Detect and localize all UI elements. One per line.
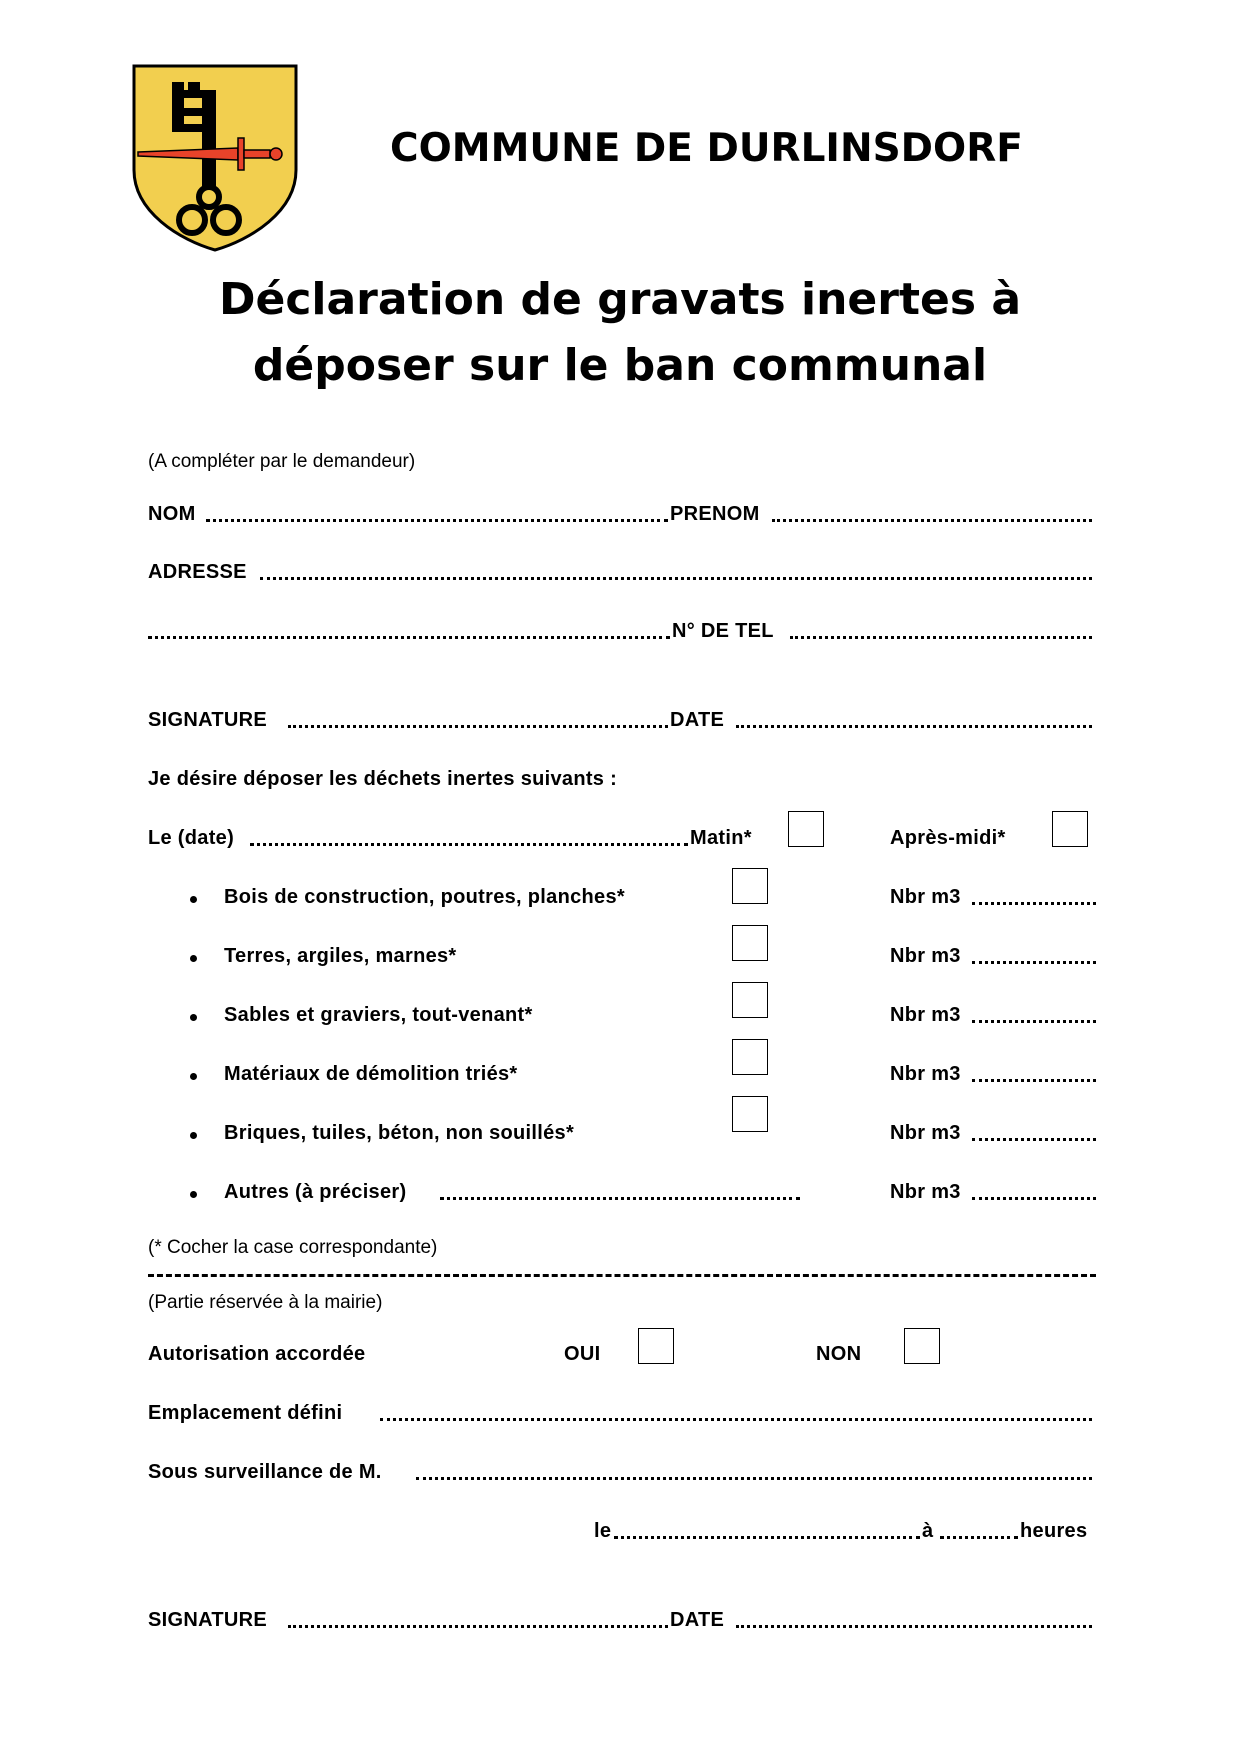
item-briques-volume-field[interactable] (972, 1138, 1096, 1141)
page-title-line2: déposer sur le ban communal (252, 340, 988, 391)
deposit-footnote: (* Cocher la case correspondante) (148, 1237, 438, 1258)
emplacement-label: Emplacement défini (148, 1402, 343, 1424)
volume-label: Nbr m3 (890, 1063, 961, 1085)
mairie-date-field[interactable] (736, 1625, 1092, 1628)
deposit-date-label: Le (date) (148, 827, 235, 849)
item-materiaux-checkbox[interactable] (732, 1039, 768, 1075)
emplacement-field[interactable] (380, 1418, 1092, 1421)
section-divider (148, 1274, 1096, 1277)
matin-label: Matin* (690, 827, 752, 849)
volume-label: Nbr m3 (890, 886, 961, 908)
item-autres-volume-field[interactable] (972, 1197, 1096, 1200)
mairie-date-label: DATE (670, 1609, 725, 1631)
item-terres-checkbox[interactable] (732, 925, 768, 961)
date-label: DATE (670, 709, 725, 731)
deposit-intro: Je désire déposer les déchets inertes suivants : (148, 768, 618, 790)
item-materiaux-volume-field[interactable] (972, 1079, 1096, 1082)
surveillance-label: Sous surveillance de M. (148, 1461, 382, 1483)
authorization-label: Autorisation accordée (148, 1343, 366, 1365)
apres-midi-checkbox[interactable] (1052, 811, 1088, 847)
a-field[interactable] (940, 1536, 1018, 1539)
adresse-field[interactable] (260, 577, 1092, 580)
signature-label: SIGNATURE (148, 709, 267, 731)
item-terres-volume-field[interactable] (972, 961, 1096, 964)
item-bois-volume-field[interactable] (972, 902, 1096, 905)
tel-label: N° DE TEL (672, 620, 774, 642)
page-title-line1: Déclaration de gravats inertes à (218, 274, 1022, 325)
adresse-label: ADRESSE (148, 561, 247, 583)
volume-label: Nbr m3 (890, 1181, 961, 1203)
volume-label: Nbr m3 (890, 1122, 961, 1144)
item-materiaux-label: Matériaux de démolition triés* (224, 1063, 518, 1085)
mairie-signature-field[interactable] (288, 1625, 668, 1628)
nom-field[interactable] (206, 519, 668, 522)
bullet (190, 1014, 197, 1021)
mairie-signature-label: SIGNATURE (148, 1609, 267, 1631)
non-label: NON (816, 1343, 862, 1365)
bullet (190, 896, 197, 903)
bullet (190, 1132, 197, 1139)
coat-of-arms-icon (130, 62, 300, 254)
item-autres-label: Autres (à préciser) (224, 1181, 407, 1203)
item-briques-label: Briques, tuiles, béton, non souillés* (224, 1122, 575, 1144)
item-sables-volume-field[interactable] (972, 1020, 1096, 1023)
volume-label: Nbr m3 (890, 945, 961, 967)
item-sables-label: Sables et graviers, tout-venant* (224, 1004, 533, 1026)
item-terres-label: Terres, argiles, marnes* (224, 945, 457, 967)
heures-label: heures (1020, 1520, 1088, 1542)
signature-field[interactable] (288, 725, 668, 728)
commune-name: COMMUNE DE DURLINSDORF (390, 126, 1023, 171)
oui-label: OUI (564, 1343, 601, 1365)
a-label: à (922, 1520, 934, 1542)
apres-midi-label: Après-midi* (890, 827, 1006, 849)
item-bois-label: Bois de construction, poutres, planches* (224, 886, 625, 908)
le-label: le (594, 1520, 612, 1542)
prenom-field[interactable] (772, 519, 1092, 522)
bullet (190, 955, 197, 962)
oui-checkbox[interactable] (638, 1328, 674, 1364)
prenom-label: PRENOM (670, 503, 760, 525)
adresse-field-line2[interactable] (148, 636, 670, 639)
date-field[interactable] (736, 725, 1092, 728)
applicant-note: (A compléter par le demandeur) (148, 451, 416, 472)
le-field[interactable] (614, 1536, 920, 1539)
tel-field[interactable] (790, 636, 1092, 639)
item-sables-checkbox[interactable] (732, 982, 768, 1018)
matin-checkbox[interactable] (788, 811, 824, 847)
item-bois-checkbox[interactable] (732, 868, 768, 904)
deposit-date-field[interactable] (250, 843, 688, 846)
non-checkbox[interactable] (904, 1328, 940, 1364)
item-autres-field[interactable] (440, 1197, 800, 1200)
nom-label: NOM (148, 503, 196, 525)
bullet (190, 1073, 197, 1080)
surveillance-field[interactable] (416, 1477, 1092, 1480)
item-briques-checkbox[interactable] (732, 1096, 768, 1132)
bullet (190, 1191, 197, 1198)
mairie-note: (Partie réservée à la mairie) (148, 1292, 383, 1313)
volume-label: Nbr m3 (890, 1004, 961, 1026)
